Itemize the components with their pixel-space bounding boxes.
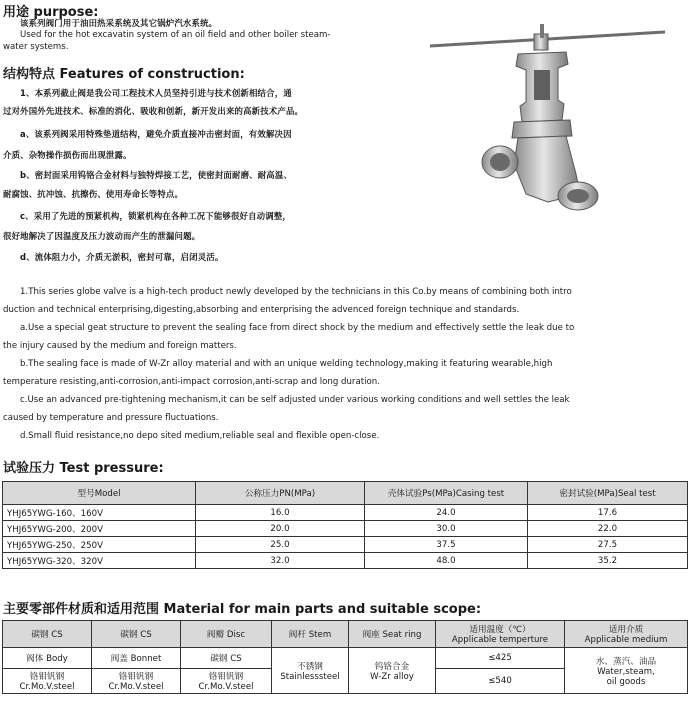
construction-cn-line: 耐腐蚀、抗冲蚀、抗擦伤、使用寿命长等特点。 [3,189,184,199]
construction-en-line: c.Use an advanced pre-tightening mechanism,it can be self adjusted under various working conditions and well settles the leak [20,395,570,405]
material-cell: 碳钢 CS [181,648,272,669]
casing-test-cell: 30.0 [365,521,528,537]
casing-test-cell: 48.0 [365,553,528,569]
construction-cn-line: b、密封面采用钨铬合金材料与独特焊接工艺，使密封面耐磨、耐高温、 [20,170,293,180]
column-header: 适用温度（℃） Applicable temperture [436,621,565,648]
column-header: 碳钢 CS [92,621,181,648]
temperature-cell: ≤540 [436,669,565,694]
construction-heading: 结构特点 Features of construction: [3,67,245,82]
material-cell: 铬钼钒钢 Cr.Mo.V.steel [181,669,272,694]
construction-en-line: duction and technical enterprising,digesting,absorbing and enterprising the advenced foreign technique and standards. [3,305,520,315]
construction-en-line: caused by temperature and pressure fluctuations. [3,413,219,423]
construction-cn-line: a、该系列阀采用特殊垫道结构，避免介质直接冲击密封面，有效解决因 [20,129,292,139]
material-cell: 阀盖 Bonnet [92,648,181,669]
purpose-heading: 用途 purpose: [3,5,99,20]
column-header: 壳体试验Ps(MPa)Casing test [365,482,528,505]
model-cell: YHJ65YWG-160、160V [3,505,196,521]
material-cell: 阀体 Body [3,648,92,669]
test-pressure-table [2,481,688,569]
construction-cn-line: 过对外国外先进技术、标准的消化、吸收和创新，新开发出来的高新技术产品。 [3,106,304,116]
construction-en-line: temperature resisting,anti-corrosion,anti-impact corrosion,anti-scrap and long duration. [3,377,380,387]
table-header-row [3,482,688,505]
material-cell: 铬钼钒钢 Cr.Mo.V.steel [92,669,181,694]
construction-cn-line: d、流体阻力小，介质无淤积，密封可靠，启闭灵活。 [20,252,224,262]
construction-en-line: 1.This series globe valve is a high-tech product newly developed by the technicians in this Co.by means of combining both intro [20,287,572,297]
stem-material-cell: 不锈钢 Stainlesssteel [272,648,349,694]
temperature-cell: ≤425 [436,648,565,669]
seal-test-cell: 22.0 [528,521,688,537]
column-header: 阀瓣 Disc [181,621,272,648]
column-header: 公称压力PN(MPa) [196,482,365,505]
table-row [3,648,688,669]
table-header-row [3,621,688,648]
column-header: 阀座 Seat ring [349,621,436,648]
purpose-cn: 该系列阀门用于油田热采系统及其它锅炉汽水系统。 [20,18,218,28]
construction-cn-line: 1、本系列截止阀是我公司工程技术人员坚持引进与技术创新相结合，通 [20,88,292,98]
construction-en-line: a.Use a special geat structure to prevent the sealing face from direct shock by the medium and effectively settle the leak due to [20,323,575,333]
pn-cell: 25.0 [196,537,365,553]
column-header: 阀杆 Stem [272,621,349,648]
construction-cn-line: 介质、杂物操作损伤而出现泄露。 [3,150,132,160]
casing-test-cell: 37.5 [365,537,528,553]
model-cell: YHJ65YWG-200、200V [3,521,196,537]
purpose-en-line1: Used for the hot excavatin system of an oil field and other boiler steam- [20,30,331,40]
construction-cn-line: 很好地解决了因温度及压力波动而产生的泄漏问题。 [3,231,201,241]
table-row [3,521,688,537]
purpose-en-line2: water systems. [3,42,69,52]
test-pressure-heading: 试验压力 Test pressure: [3,461,164,476]
column-header: 碳钢 CS [3,621,92,648]
medium-cell: 水、蒸汽、油品 Water,steam, oil goods [565,648,688,694]
table-row [3,537,688,553]
material-cell: 铬钼钒钢 Cr.Mo.V.steel [3,669,92,694]
model-cell: YHJ65YWG-250、250V [3,537,196,553]
seal-test-cell: 17.6 [528,505,688,521]
column-header: 型号Model [3,482,196,505]
construction-en-line: b.The sealing face is made of W-Zr alloy material and with an unique welding technology,making it featuring wearable,high [20,359,553,369]
seat-material-cell: 钨铬合金 W-Zr alloy [349,648,436,694]
globe-valve-image [430,24,680,214]
pn-cell: 16.0 [196,505,365,521]
materials-table [2,620,688,694]
column-header: 适用介质 Applicable medium [565,621,688,648]
construction-en-line: the injury caused by the medium and foreign matters. [3,341,237,351]
construction-en-line: d.Small fluid resistance,no depo sited medium,reliable seal and flexible open-close. [20,431,380,441]
model-cell: YHJ65YWG-320、320V [3,553,196,569]
construction-cn-line: c、采用了先进的预紧机构，锁紧机构在各种工况下能够很好自动调整， [20,211,291,221]
pn-cell: 20.0 [196,521,365,537]
pn-cell: 32.0 [196,553,365,569]
seal-test-cell: 35.2 [528,553,688,569]
materials-heading: 主要零部件材质和适用范围 Material for main parts and suitable scope: [3,602,482,617]
table-row [3,553,688,569]
seal-test-cell: 27.5 [528,537,688,553]
table-row [3,505,688,521]
column-header: 密封试验(MPa)Seal test [528,482,688,505]
casing-test-cell: 24.0 [365,505,528,521]
